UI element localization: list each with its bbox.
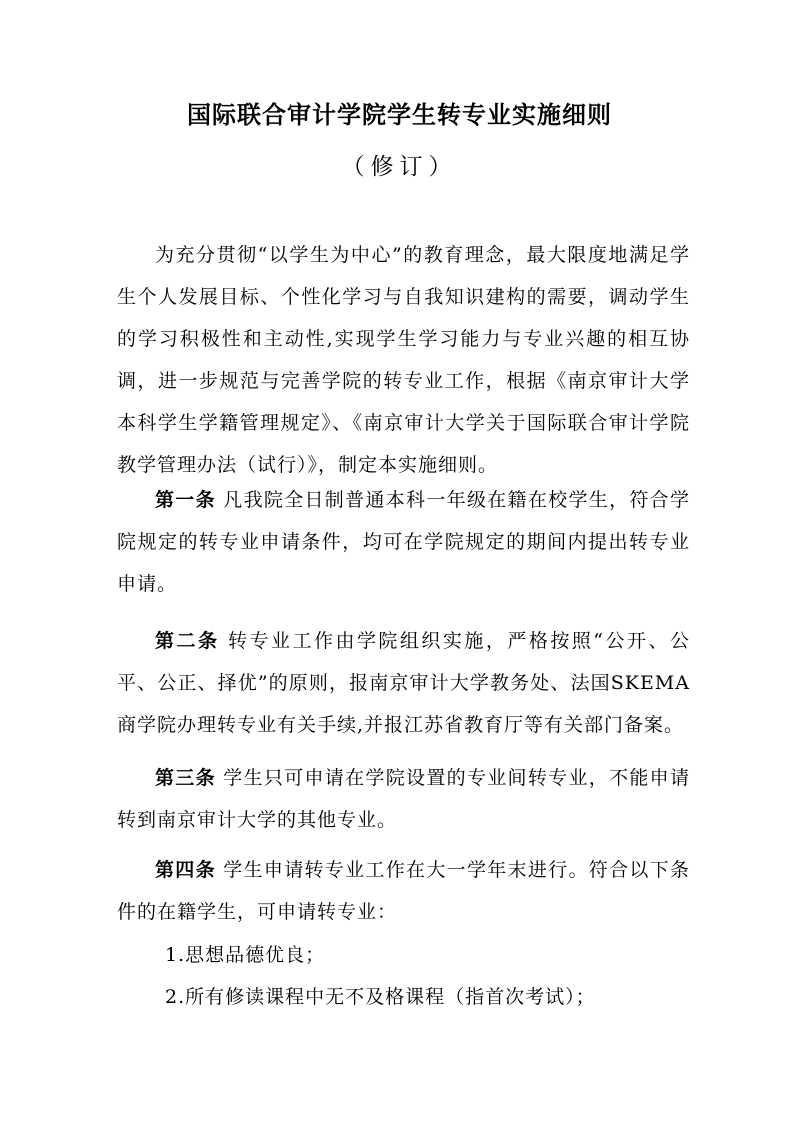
article-4 [117,849,690,933]
article-2-label: 第二条 [155,630,220,652]
article-2 [117,620,690,746]
article-1-label: 第一条 [155,489,216,511]
article-4-text: 学生申请转专业工作在大一学年末进行。符合以下条件的在籍学生，可申请转专业： [117,859,690,923]
article-3-label: 第三条 [155,767,216,789]
condition-item-1: 1.思想品德优良； [165,944,326,966]
document-title: 国际联合审计学院学生转专业实施细则 [187,101,612,129]
article-3-text: 学生只可申请在学院设置的专业间转专业，不能申请转到南京审计大学的其他专业。 [117,767,690,831]
condition-item-2: 2.所有修读课程中无不及格课程（指首次考试）； [165,986,596,1008]
article-1 [117,479,690,605]
article-4-label: 第四条 [155,859,216,881]
intro-paragraph: 为充分贯彻“以学生为中心”的教育理念，最大限度地满足学生个人发展目标、个性化学习与自我知识建构的需要，调动学生的学习积极性和主动性,实现学生学习能力与专业兴趣的相互协调，进一步规范与完善学院的转专业工作，根据《南京审计大学本科学生学籍管理规定》、《南京审计大学关于国际联合审计学院教学管理办法（试行）》，制定本实施细则。 [117,244,690,476]
article-1-text: 凡我院全日制普通本科一年级在籍在校学生，符合学院规定的转专业申请条件，均可在学院规定的期间内提出转专业申请。 [117,489,690,595]
article-2-text: 转专业工作由学院组织实施，严格按照“公开、公平、公正、择优”的原则，报南京审计大学教务处、法国SKEMA商学院办理转专业有关手续,并报江苏省教育厅等有关部门备案。 [117,630,690,736]
article-3 [117,757,690,841]
document-subtitle: （修订） [341,154,458,180]
